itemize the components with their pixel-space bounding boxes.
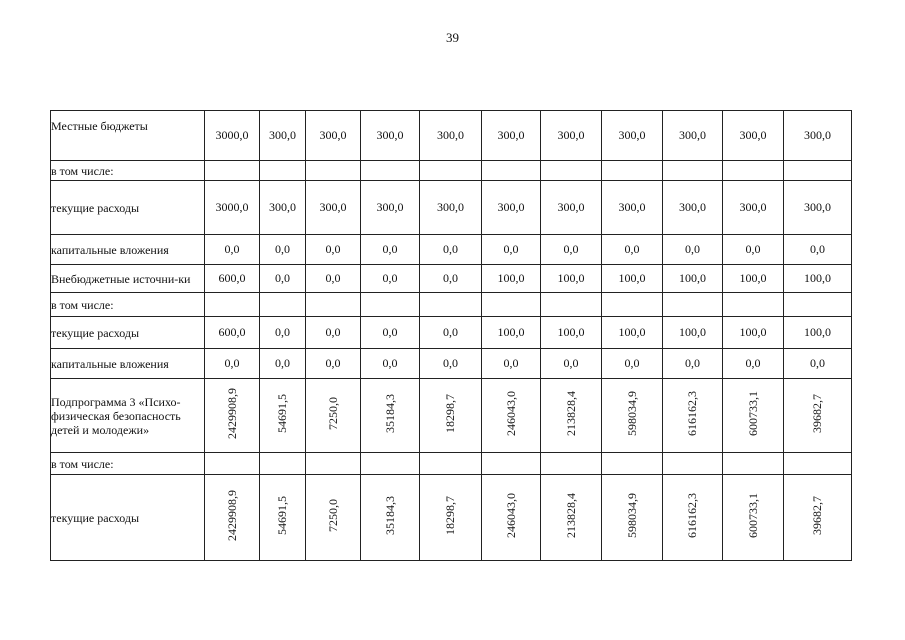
value-cell: 0,0 [602, 349, 663, 379]
value-cell: 0,0 [420, 265, 482, 293]
value-text: 54691,5 [275, 496, 289, 535]
value-cell: 0,0 [306, 349, 361, 379]
value-text: 39682,7 [810, 394, 824, 433]
row-label: в том числе: [51, 293, 205, 317]
value-cell: 100,0 [723, 265, 784, 293]
value-cell: 300,0 [260, 111, 306, 161]
value-cell: 0,0 [541, 235, 602, 265]
value-cell: 300,0 [306, 181, 361, 235]
row-label: в том числе: [51, 453, 205, 475]
value-cell: 0,0 [260, 349, 306, 379]
empty-cell [260, 453, 306, 475]
value-cell [541, 475, 602, 561]
value-cell: 0,0 [420, 235, 482, 265]
empty-cell [541, 453, 602, 475]
row-label: в том числе: [51, 161, 205, 181]
value-cell [541, 379, 602, 453]
value-cell: 0,0 [420, 317, 482, 349]
empty-cell [541, 161, 602, 181]
value-cell: 0,0 [361, 349, 420, 379]
value-cell: 300,0 [663, 181, 723, 235]
row-label: капитальные вложения [51, 349, 205, 379]
value-cell [205, 475, 260, 561]
value-text: 18298,7 [443, 394, 457, 433]
table-row [51, 265, 852, 293]
value-cell [482, 379, 541, 453]
empty-cell [361, 453, 420, 475]
value-cell: 100,0 [541, 265, 602, 293]
value-cell: 100,0 [482, 265, 541, 293]
empty-cell [420, 293, 482, 317]
empty-cell [784, 453, 852, 475]
value-text: 35184,3 [382, 496, 397, 535]
row-label: капитальные вложения [51, 235, 205, 265]
empty-cell [420, 453, 482, 475]
value-text: 39682,7 [810, 496, 824, 535]
value-cell: 100,0 [602, 265, 663, 293]
row-label: Внебюджетные источни-ки [51, 265, 205, 293]
value-cell [482, 475, 541, 561]
value-cell: 0,0 [260, 265, 306, 293]
value-cell: 600,0 [205, 317, 260, 349]
empty-cell [205, 453, 260, 475]
table-row [51, 317, 852, 349]
value-cell: 300,0 [602, 181, 663, 235]
value-cell: 0,0 [361, 317, 420, 349]
empty-cell [306, 293, 361, 317]
value-cell: 0,0 [361, 265, 420, 293]
value-text: 598034,9 [624, 391, 639, 436]
row-label: текущие расходы [51, 181, 205, 235]
value-cell [723, 475, 784, 561]
empty-cell [306, 161, 361, 181]
empty-cell [663, 453, 723, 475]
value-cell: 0,0 [306, 265, 361, 293]
value-cell: 100,0 [784, 265, 852, 293]
value-cell: 0,0 [306, 235, 361, 265]
value-cell: 300,0 [482, 181, 541, 235]
value-text: 600733,1 [745, 493, 760, 538]
value-text: 616162,3 [685, 391, 699, 436]
value-cell: 0,0 [541, 349, 602, 379]
value-cell [602, 379, 663, 453]
value-cell: 0,0 [260, 317, 306, 349]
value-cell: 300,0 [723, 181, 784, 235]
value-cell: 300,0 [361, 111, 420, 161]
empty-cell [784, 161, 852, 181]
empty-cell [602, 453, 663, 475]
value-cell: 100,0 [663, 265, 723, 293]
value-cell [260, 379, 306, 453]
value-cell [663, 379, 723, 453]
value-text: 7250,0 [325, 397, 340, 430]
value-text: 213828,4 [563, 391, 578, 436]
value-cell: 100,0 [602, 317, 663, 349]
value-cell: 300,0 [420, 111, 482, 161]
empty-cell [260, 293, 306, 317]
value-text: 2429908,9 [224, 388, 239, 439]
value-cell: 0,0 [361, 235, 420, 265]
empty-cell [663, 161, 723, 181]
empty-cell [482, 161, 541, 181]
value-cell: 100,0 [541, 317, 602, 349]
value-cell: 300,0 [663, 111, 723, 161]
value-cell: 0,0 [260, 235, 306, 265]
value-cell: 3000,0 [205, 111, 260, 161]
value-cell: 0,0 [482, 349, 541, 379]
value-cell: 3000,0 [205, 181, 260, 235]
row-label: Местные бюджеты [51, 111, 205, 161]
value-cell: 0,0 [482, 235, 541, 265]
empty-cell [482, 453, 541, 475]
value-text: 54691,5 [275, 394, 289, 433]
value-cell: 300,0 [541, 181, 602, 235]
value-cell: 0,0 [205, 235, 260, 265]
value-text: 246043,0 [503, 391, 518, 436]
value-cell: 0,0 [602, 235, 663, 265]
value-cell: 0,0 [663, 349, 723, 379]
value-cell: 300,0 [784, 111, 852, 161]
row-label: Подпрограмма 3 «Психо-физическая безопасность детей и молодежи» [51, 379, 205, 453]
value-cell: 0,0 [723, 235, 784, 265]
table-row [51, 235, 852, 265]
value-cell: 100,0 [723, 317, 784, 349]
empty-cell [663, 293, 723, 317]
value-cell [205, 379, 260, 453]
empty-cell [205, 293, 260, 317]
empty-cell [361, 161, 420, 181]
table-row [51, 181, 852, 235]
value-cell: 300,0 [541, 111, 602, 161]
value-text: 213828,4 [563, 493, 578, 538]
value-cell: 300,0 [482, 111, 541, 161]
value-cell: 300,0 [723, 111, 784, 161]
empty-cell [602, 293, 663, 317]
value-cell: 100,0 [663, 317, 723, 349]
value-text: 18298,7 [443, 496, 457, 535]
empty-cell [723, 161, 784, 181]
value-cell [260, 475, 306, 561]
empty-cell [541, 293, 602, 317]
budget-table [50, 110, 852, 561]
row-label: текущие расходы [51, 475, 205, 561]
value-cell: 0,0 [420, 349, 482, 379]
value-cell: 300,0 [361, 181, 420, 235]
value-cell: 100,0 [784, 317, 852, 349]
table-row [51, 475, 852, 561]
value-cell [602, 475, 663, 561]
value-cell [361, 379, 420, 453]
empty-cell [482, 293, 541, 317]
value-text: 35184,3 [382, 394, 397, 433]
value-cell [420, 379, 482, 453]
empty-cell [205, 161, 260, 181]
empty-cell [306, 453, 361, 475]
empty-cell [723, 453, 784, 475]
empty-cell [361, 293, 420, 317]
value-cell [784, 475, 852, 561]
value-text: 616162,3 [685, 493, 699, 538]
value-cell [361, 475, 420, 561]
empty-cell [602, 161, 663, 181]
table-row [51, 161, 852, 181]
value-cell: 100,0 [482, 317, 541, 349]
row-label: текущие расходы [51, 317, 205, 349]
value-cell: 600,0 [205, 265, 260, 293]
table-row [51, 453, 852, 475]
value-cell: 0,0 [663, 235, 723, 265]
table-row [51, 111, 852, 161]
value-cell: 0,0 [306, 317, 361, 349]
value-cell: 300,0 [602, 111, 663, 161]
value-cell: 300,0 [784, 181, 852, 235]
table-row [51, 349, 852, 379]
value-cell: 0,0 [205, 349, 260, 379]
value-cell [663, 475, 723, 561]
value-text: 598034,9 [624, 493, 639, 538]
value-cell [723, 379, 784, 453]
value-text: 246043,0 [503, 493, 518, 538]
empty-cell [260, 161, 306, 181]
table-row [51, 379, 852, 453]
value-cell: 0,0 [723, 349, 784, 379]
value-cell [420, 475, 482, 561]
value-cell: 0,0 [784, 235, 852, 265]
empty-cell [784, 293, 852, 317]
table-row [51, 293, 852, 317]
page-number: 39 [446, 30, 459, 45]
value-cell: 300,0 [260, 181, 306, 235]
value-cell [306, 475, 361, 561]
value-cell [306, 379, 361, 453]
value-text: 7250,0 [325, 499, 340, 532]
value-cell [784, 379, 852, 453]
value-cell: 0,0 [784, 349, 852, 379]
value-cell: 300,0 [306, 111, 361, 161]
empty-cell [723, 293, 784, 317]
value-cell: 300,0 [420, 181, 482, 235]
value-text: 600733,1 [745, 391, 760, 436]
value-text: 2429908,9 [224, 490, 239, 541]
empty-cell [420, 161, 482, 181]
